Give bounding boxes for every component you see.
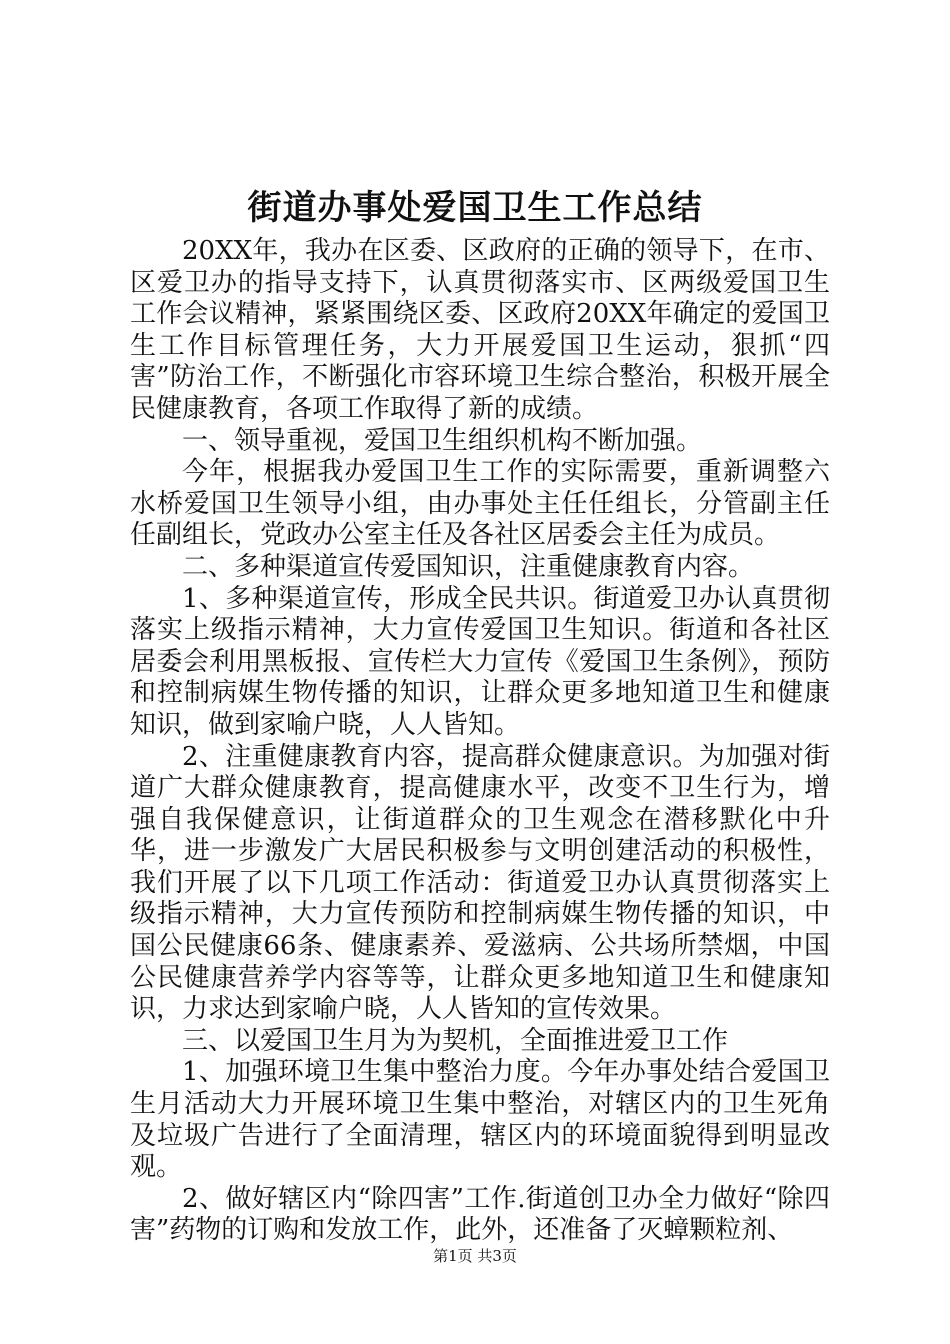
document-body	[130, 236, 830, 1247]
section-heading: 一、领导重视，爱国卫生组织机构不断加强。	[182, 425, 703, 456]
paragraph: 1、多种渠道宣传，形成全民共识。街道爱卫办认真贯彻落实上级指示精神，大力宣传爱国卫生知识。街道和各社区居委会利用黑板报、宣传栏大力宣传《爱国卫生条例》，预防和控制病媒生物传播的知识，让群众更多地知道卫生和健康知识，做到家喻户晓，人人皆知。	[130, 583, 830, 740]
page-number-footer: 第1页 共3页	[433, 1247, 517, 1265]
paragraph: 2、做好辖区内“除四害”工作.街道创卫办全力做好“除四害”药物的订购和发放工作，此外，还准备了灭蟑颗粒剂、	[130, 1183, 830, 1246]
paragraph: 2、注重健康教育内容，提高群众健康意识。为加强对街道广大群众健康教育，提高健康水平，改变不卫生行为，增强自我保健意识，让街道群众的卫生观念在潜移默化中升华，进一步激发广大居民积极参与文明创建活动的积极性，我们开展了以下几项工作活动：街道爱卫办认真贯彻落实上级指示精神，大力宣传预防和控制病媒生物传播的知识，中国公民健康66条、健康素养、爱滋病、公共场所禁烟，中国公民健康营养学内容等等，让群众更多地知道卫生和健康知识，力求达到家喻户晓，人人皆知的宣传效果。	[130, 741, 830, 1025]
section-heading: 三、以爱国卫生月为为契机，全面推进爱卫工作	[182, 1025, 729, 1056]
document-title: 街道办事处爱国卫生工作总结	[247, 188, 703, 228]
paragraph: 今年，根据我办爱国卫生工作的实际需要，重新调整六水桥爱国卫生领导小组，由办事处主任任组长，分管副主任任副组长，党政办公室主任及各社区居委会主任为成员。	[130, 457, 830, 551]
paragraph: 20XX年，我办在区委、区政府的正确的领导下，在市、区爱卫办的指导支持下，认真贯彻落实市、区两级爱国卫生工作会议精神，紧紧围绕区委、区政府20XX年确定的爱国卫生工作目标管理任务，大力开展爱国卫生运动，狠抓“四害”防治工作，不断强化市容环境卫生综合整治，积极开展全民健康教育，各项工作取得了新的成绩。	[130, 236, 830, 424]
paragraph: 1、加强环境卫生集中整治力度。今年办事处结合爱国卫生月活动大力开展环境卫生集中整治，对辖区内的卫生死角及垃圾广告进行了全面清理，辖区内的环境面貌得到明显改观。	[130, 1057, 830, 1183]
section-heading: 二、多种渠道宣传爱国知识，注重健康教育内容。	[182, 551, 755, 582]
